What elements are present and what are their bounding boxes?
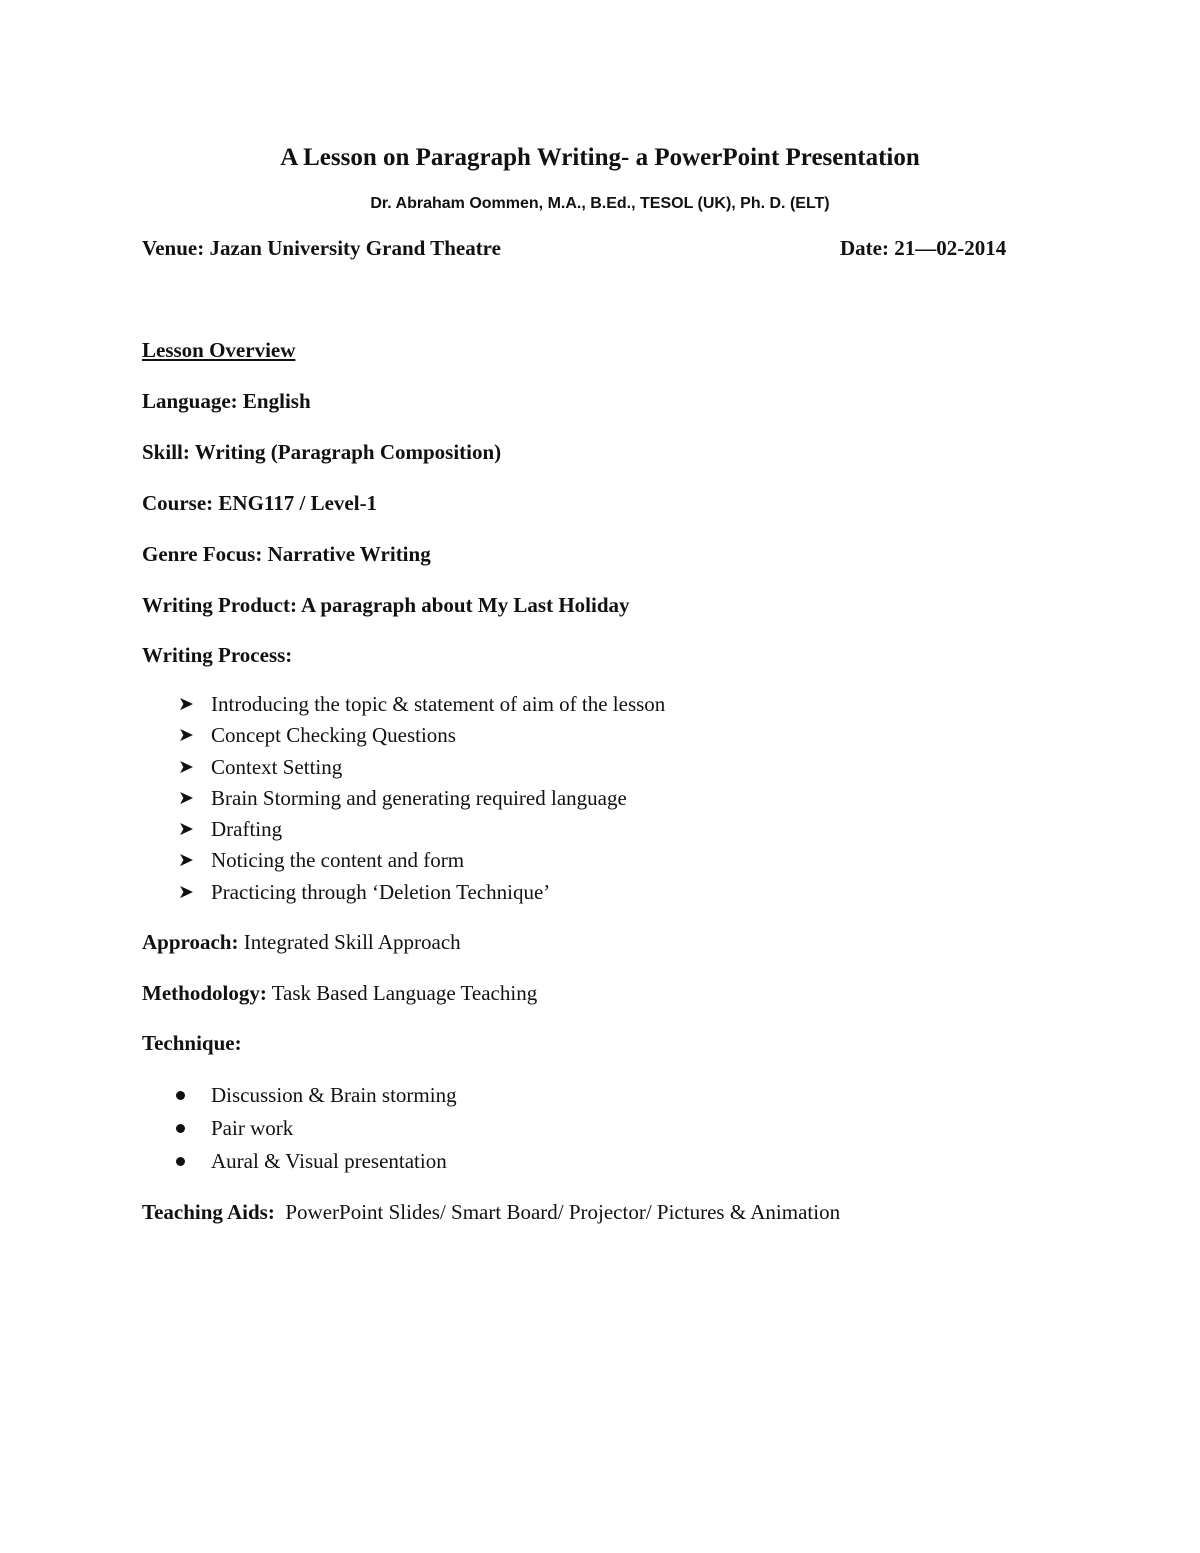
arrow-bullet-icon: ➤ — [178, 818, 194, 841]
language-line: Language: English — [142, 389, 311, 413]
list-item: ➤ Practicing through ‘Deletion Technique’ — [176, 877, 665, 908]
genre-line: Genre Focus: Narrative Writing — [142, 542, 431, 566]
arrow-bullet-icon: ➤ — [178, 693, 194, 715]
process-heading: Writing Process: — [142, 643, 293, 667]
venue-line: Venue: Jazan University Grand Theatre — [142, 236, 501, 260]
list-item: ➤ Introducing the topic & statement of aim of the lesson — [176, 689, 665, 720]
methodology-label: Methodology: — [142, 981, 267, 1005]
teaching-aids-line — [142, 1198, 840, 1226]
teaching-aids-value: PowerPoint Slides/ Smart Board/ Projector/ Pictures & Animation — [274, 1200, 841, 1224]
arrow-bullet-icon: ➤ — [178, 880, 194, 903]
approach-label: Approach: — [142, 930, 239, 954]
list-item: ➤ Concept Checking Questions — [176, 720, 665, 751]
course-line: Course: ENG117 / Level-1 — [142, 491, 378, 515]
list-item: ➤ Noticing the content and form — [176, 845, 665, 876]
overview-heading: Lesson Overview — [142, 338, 296, 362]
list-item: ➤ Drafting — [176, 814, 665, 845]
technique-heading: Technique: — [142, 1031, 242, 1055]
arrow-bullet-icon: ➤ — [178, 755, 194, 778]
list-item: ➤ Brain Storming and generating required language — [176, 783, 665, 814]
approach-value: Integrated Skill Approach — [238, 930, 461, 954]
skill-line: Skill: Writing (Paragraph Composition) — [142, 440, 502, 464]
techniques-list — [176, 1079, 457, 1178]
list-item: ➤ Context Setting — [176, 752, 665, 783]
dot-bullet-icon — [176, 1124, 185, 1133]
methodology-value: Task Based Language Teaching — [266, 981, 538, 1005]
arrow-bullet-icon: ➤ — [178, 724, 194, 747]
list-item: Aural & Visual presentation — [176, 1145, 457, 1178]
product-line: Writing Product: A paragraph about My Last Holiday — [142, 593, 630, 617]
teaching-aids-label: Teaching Aids: — [142, 1200, 275, 1224]
author-line: Dr. Abraham Oommen, M.A., B.Ed., TESOL (UK), Ph. D. (ELT) — [370, 195, 830, 212]
approach-line — [142, 928, 461, 956]
document-title: A Lesson on Paragraph Writing- a PowerPoint Presentation — [280, 144, 920, 171]
process-steps-list — [176, 689, 665, 908]
methodology-line — [142, 979, 537, 1007]
arrow-bullet-icon: ➤ — [178, 786, 194, 809]
dot-bullet-icon — [176, 1157, 185, 1166]
list-item: Discussion & Brain storming — [176, 1079, 457, 1112]
list-item: Pair work — [176, 1112, 457, 1145]
arrow-bullet-icon: ➤ — [178, 849, 194, 872]
date-line: Date: 21—02-2014 — [840, 236, 1007, 260]
dot-bullet-icon — [176, 1091, 185, 1100]
